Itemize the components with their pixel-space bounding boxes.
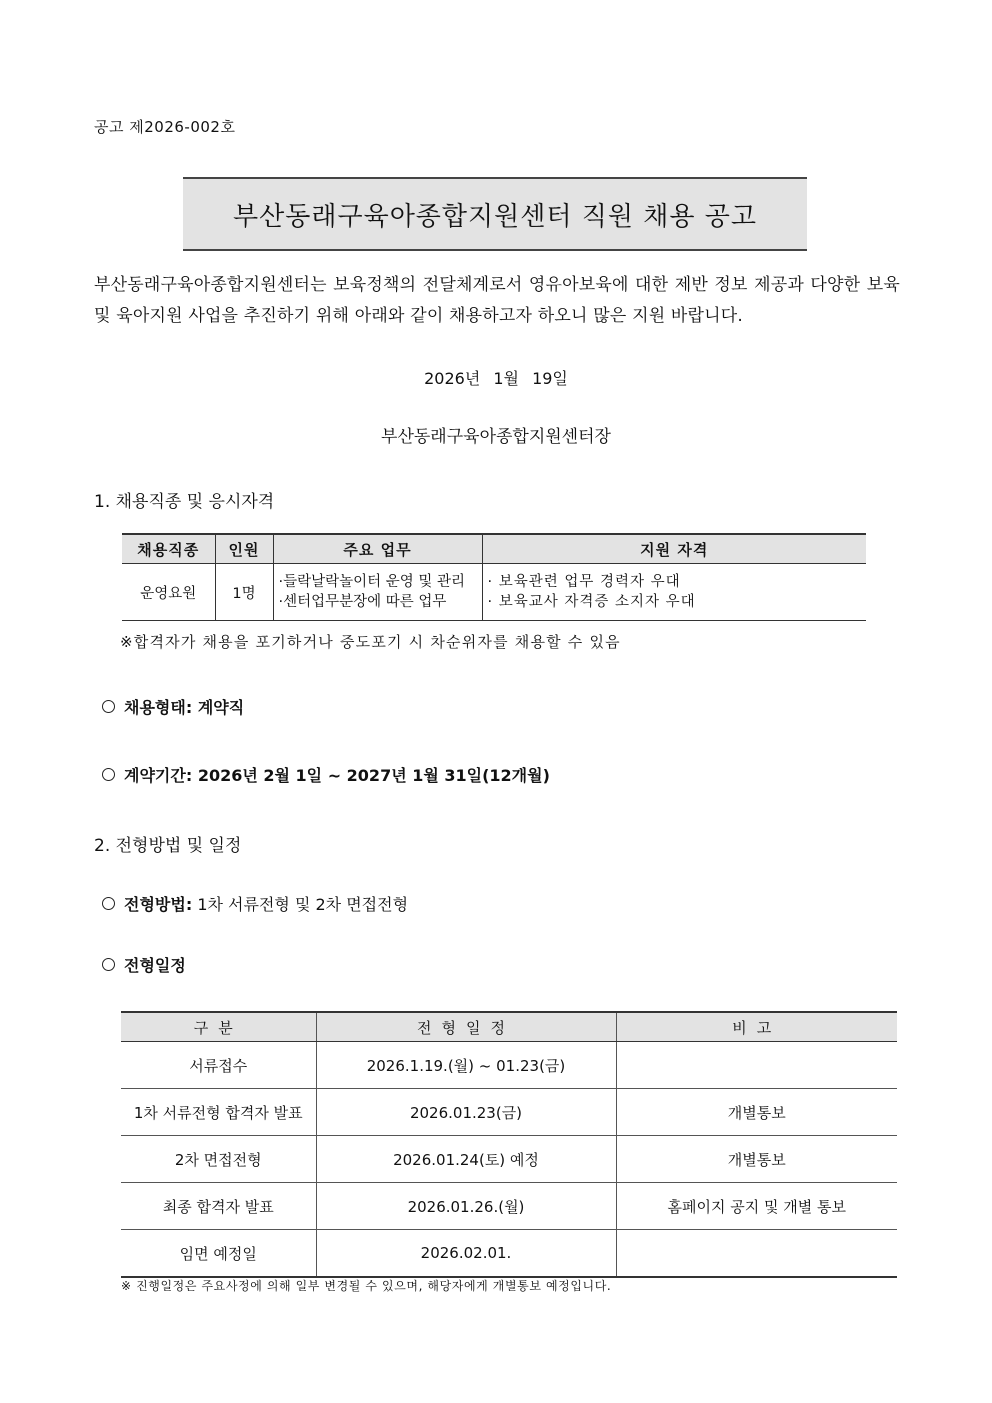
header-stage: 구분: [121, 1012, 316, 1042]
employment-type-label: 채용형태:: [124, 698, 193, 717]
contract-period-value: 2026년 2월 1일 ~ 2027년 1월 31일(12개월): [197, 766, 550, 785]
table-row: [121, 1230, 897, 1278]
schedule-heading: [102, 953, 186, 976]
stage-cell: 임면 예정일: [121, 1230, 316, 1278]
header-quals: 지원 자격: [482, 534, 866, 564]
schedule-table-header: [121, 1012, 897, 1042]
method-label: 전형방법:: [124, 895, 193, 914]
selection-method: [102, 892, 408, 915]
circle-bullet-icon: [102, 700, 115, 713]
task-item: ·들락날락놀이터 운영 및 관리: [278, 574, 466, 590]
qual-item: · 보육관련 업무 경력자 우대: [487, 574, 681, 590]
table-row: [121, 1042, 897, 1089]
qual-item: · 보육교사 자격증 소지자 우대: [487, 594, 696, 610]
table-row: [121, 1183, 897, 1230]
circle-bullet-icon: [102, 768, 115, 781]
notice-number: 공고 제2026-002호: [94, 118, 236, 136]
contract-period-label: 계약기간:: [124, 766, 193, 785]
job-table: [122, 533, 866, 621]
issuer: 부산동래구육아종합지원센터장: [381, 427, 611, 447]
title-box: [183, 177, 807, 251]
stage-cell: 최종 합격자 발표: [121, 1183, 316, 1230]
employment-type-value: 계약직: [197, 698, 245, 717]
section1-heading: 1. 채용직종 및 응시자격: [94, 492, 275, 512]
circle-bullet-icon: [102, 958, 115, 971]
schedule-table: [121, 1011, 897, 1278]
table-row: [121, 1136, 897, 1183]
job-cell: 운영요원: [122, 564, 215, 621]
page-title: 부산동래구육아종합지원센터 직원 채용 공고: [233, 201, 757, 232]
header-note: 비고: [616, 1012, 897, 1042]
quals-cell: [482, 564, 866, 621]
header-job: 채용직종: [122, 534, 215, 564]
date-cell: 2026.01.24(토) 예정: [316, 1136, 616, 1183]
stage-cell: 2차 면접전형: [121, 1136, 316, 1183]
stage-cell: 1차 서류전형 합격자 발표: [121, 1089, 316, 1136]
employment-type: [102, 695, 244, 718]
intro-paragraph: 부산동래구육아종합지원센터는 보육정책의 전달체계로서 영유아보육에 대한 제반 정보 제공과 다양한 보육 및 육아지원 사업을 추진하기 위해 아래와 같이 채용하고자 하오니 많은 지원 바랍니다.: [94, 275, 900, 326]
section2-heading: 2. 전형방법 및 일정: [94, 836, 242, 856]
header-tasks: 주요 업무: [273, 534, 482, 564]
header-date: 전형일정: [316, 1012, 616, 1042]
section1-note: ※합격자가 채용을 포기하거나 중도포기 시 차순위자를 채용할 수 있음: [120, 633, 621, 651]
schedule-heading-text: 전형일정: [124, 956, 186, 975]
header-count: 인원: [215, 534, 273, 564]
note-cell: [616, 1230, 897, 1278]
count-cell: 1명: [215, 564, 273, 621]
method-value: 1차 서류전형 및 2차 면접전형: [197, 895, 409, 914]
section2-note: ※ 진행일정은 주요사정에 의해 일부 변경될 수 있으며, 해당자에게 개별통보 예정입니다.: [121, 1279, 612, 1293]
date-cell: 2026.01.26.(월): [316, 1183, 616, 1230]
contract-period: [102, 763, 550, 786]
date-cell: 2026.1.19.(월) ~ 01.23(금): [316, 1042, 616, 1089]
note-cell: 홈페이지 공지 및 개별 통보: [616, 1183, 897, 1230]
table-row: [121, 1089, 897, 1136]
tasks-cell: [273, 564, 482, 621]
note-cell: 개별통보: [616, 1089, 897, 1136]
note-cell: 개별통보: [616, 1136, 897, 1183]
date-cell: 2026.01.23(금): [316, 1089, 616, 1136]
note-cell: [616, 1042, 897, 1089]
task-item: ·센터업무분장에 따른 업무: [278, 594, 447, 610]
notice-date: 2026년 1월 19일: [424, 369, 568, 388]
table-row: [122, 564, 866, 621]
date-cell: 2026.02.01.: [316, 1230, 616, 1278]
job-table-header: [122, 534, 866, 564]
circle-bullet-icon: [102, 897, 115, 910]
stage-cell: 서류접수: [121, 1042, 316, 1089]
